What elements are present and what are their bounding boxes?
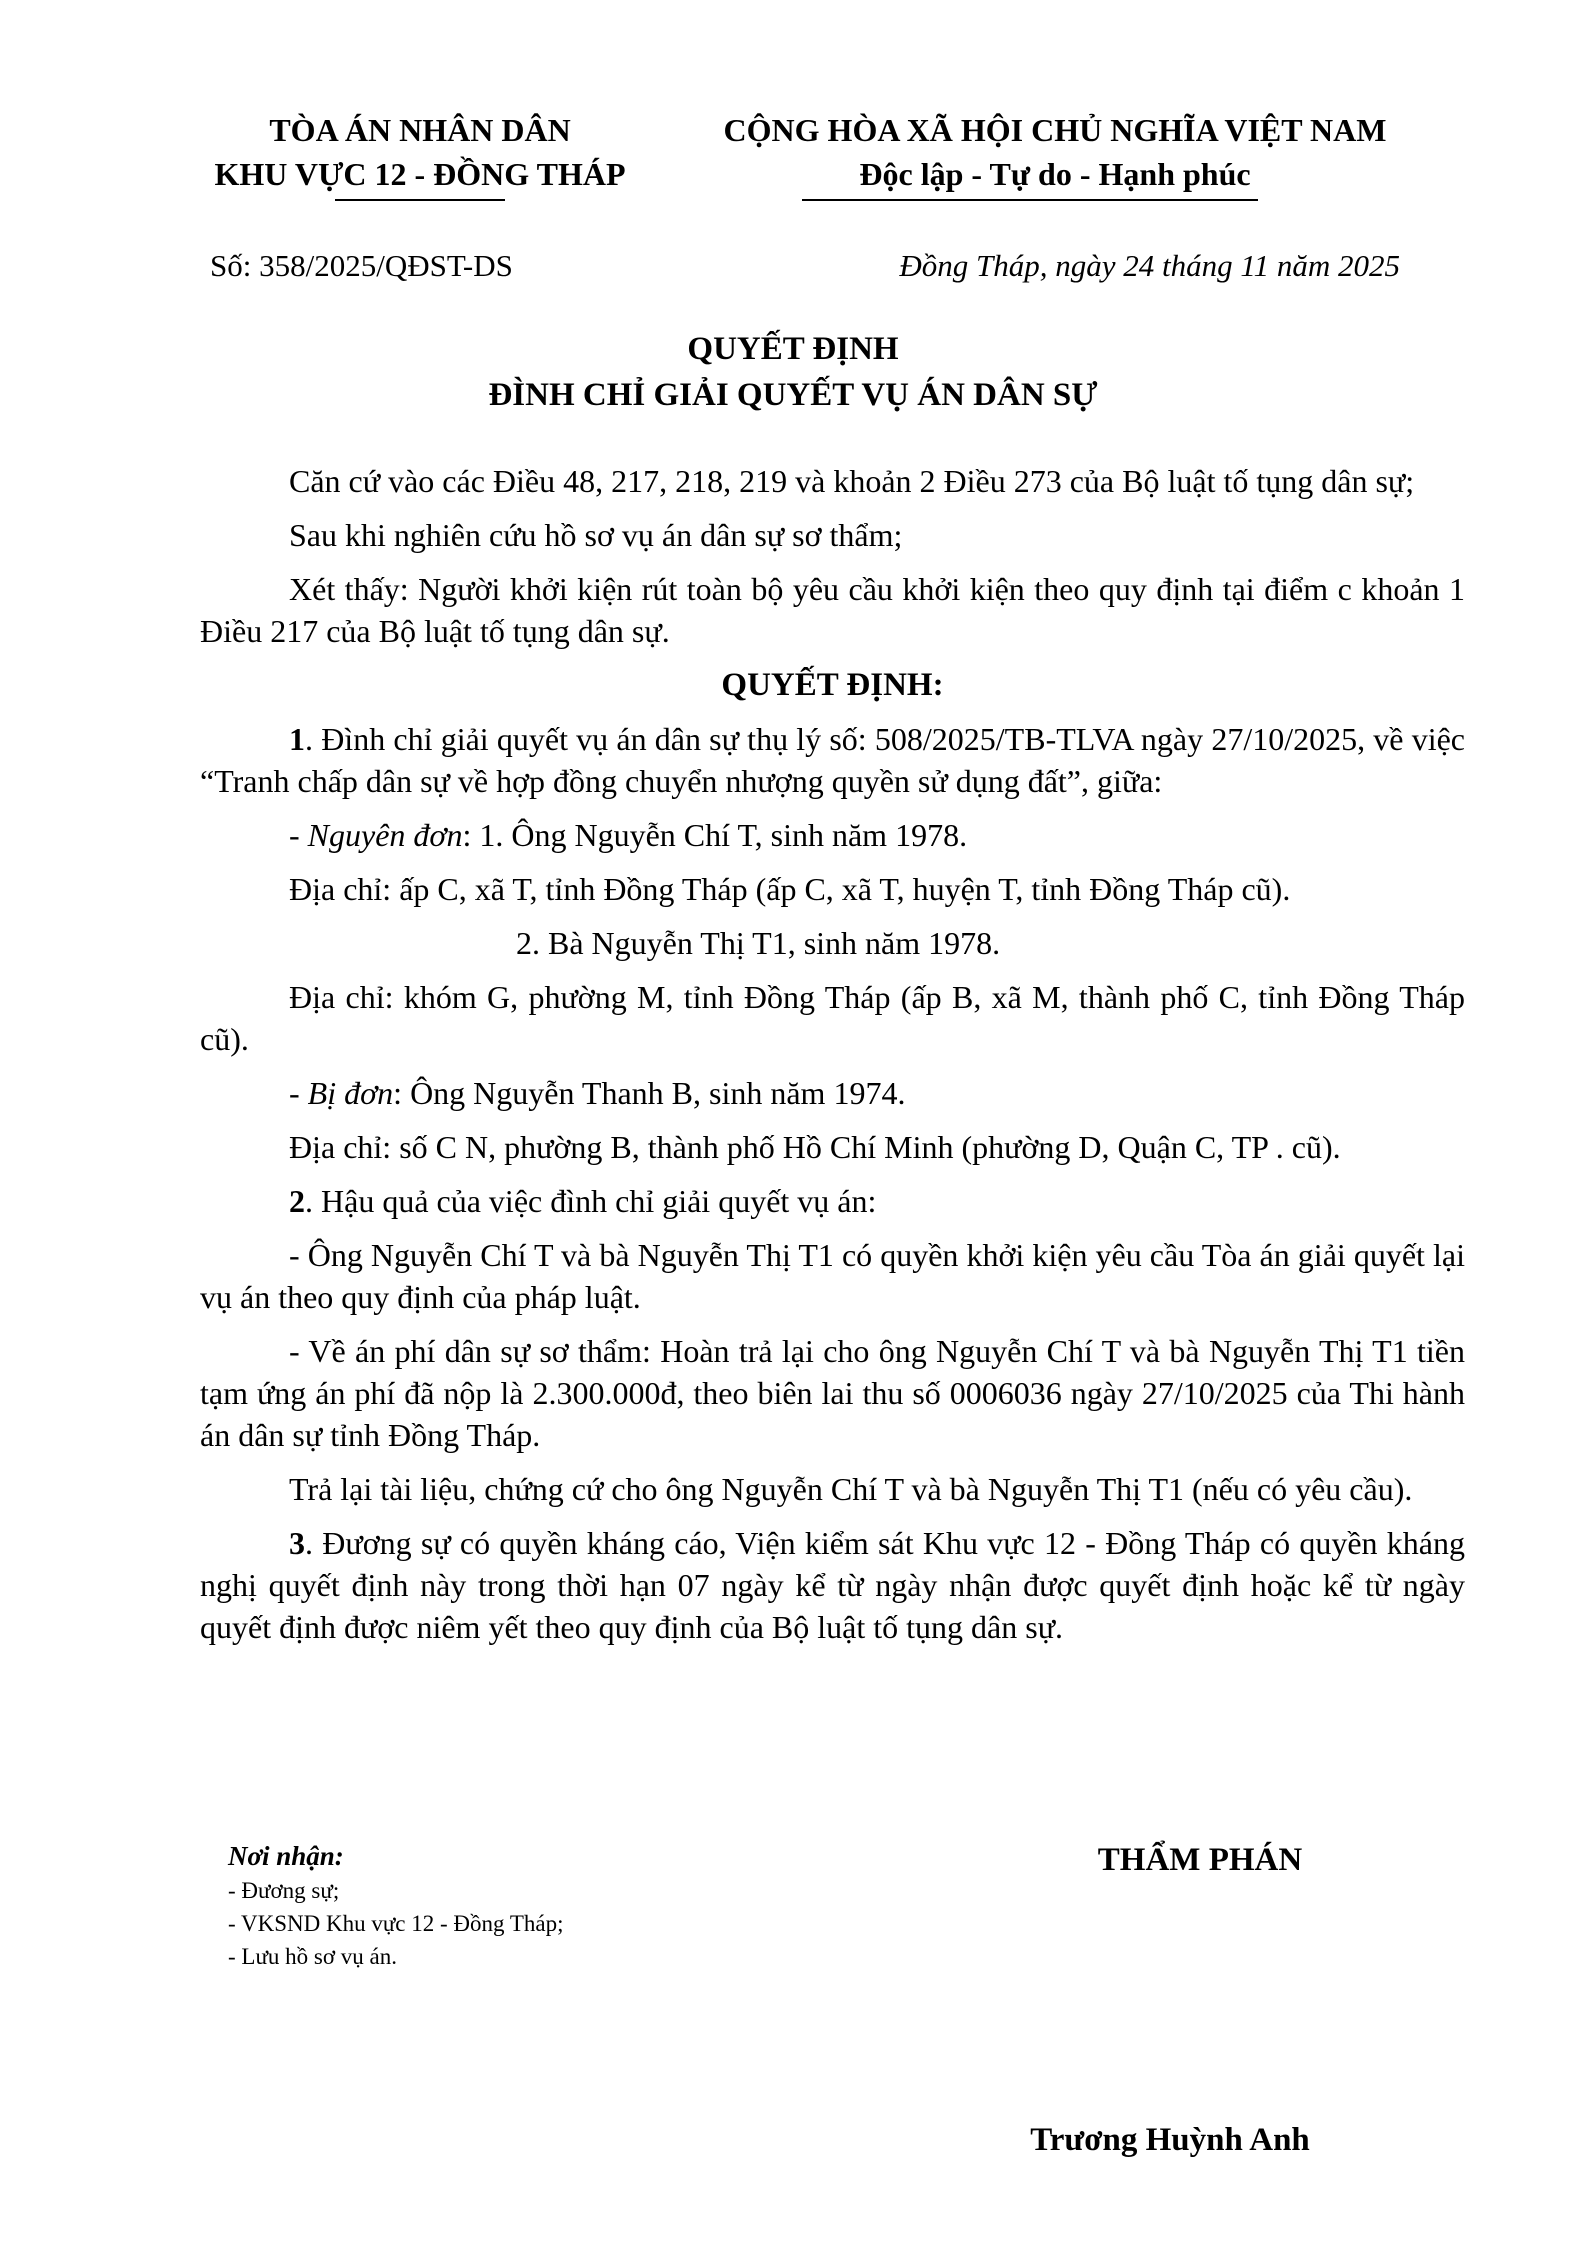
item-1-text: . Đình chỉ giải quyết vụ án dân sự thụ lý số: 508/2025/TB-TLVA ngày 27/10/2025, về việc “Tranh chấp dân sự về hợp đồng chuyển nhượng quyền sử dụng đất”, giữa: xyxy=(200,721,1465,799)
plaintiff xyxy=(200,814,1465,856)
defendant-label: Bị đơn xyxy=(307,1075,394,1111)
decision-heading: QUYẾT ĐỊNH: xyxy=(721,667,944,703)
plaintiff-2-address: Địa chỉ: khóm G, phường M, tỉnh Đồng Tháp (ấp B, xã M, thành phố C, tỉnh Đồng Tháp cũ). xyxy=(200,979,1465,1057)
recipient-item: - Lưu hồ sơ vụ án. xyxy=(228,1944,397,1969)
recipient-item: - VKSND Khu vực 12 - Đồng Tháp; xyxy=(228,1911,564,1936)
decision-number: Số: 358/2025/QĐST-DS xyxy=(210,248,513,283)
defendant-address: Địa chỉ: số C N, phường B, thành phố Hồ Chí Minh (phường D, Quận C, TP . cũ). xyxy=(289,1129,1341,1165)
defendant-prefix: - xyxy=(289,1075,308,1111)
motto-underline xyxy=(802,199,1258,201)
plaintiff-label: Nguyên đơn xyxy=(307,817,463,853)
court-header xyxy=(160,108,680,196)
recipients-heading: Nơi nhận: xyxy=(228,1841,344,1871)
consideration: Xét thấy: Người khởi kiện rút toàn bộ yêu cầu khởi kiện theo quy định tại điểm c khoản 1 Điều 217 của Bộ luật tố tụng dân sự. xyxy=(200,571,1465,649)
plaintiff-1-address: Địa chỉ: ấp C, xã T, tỉnh Đồng Tháp (ấp C, xã T, huyện T, tỉnh Đồng Tháp cũ). xyxy=(289,871,1291,907)
decision-body xyxy=(200,460,1465,1660)
study-note: Sau khi nghiên cứu hồ sơ vụ án dân sự sơ thẩm; xyxy=(289,517,903,553)
document-subtitle: ĐÌNH CHỈ GIẢI QUYẾT VỤ ÁN DÂN SỰ xyxy=(488,377,1098,413)
item-1-number: 1 xyxy=(289,721,305,757)
national-header xyxy=(690,108,1420,196)
place-date: Đồng Tháp, ngày 24 tháng 11 năm 2025 xyxy=(899,248,1400,283)
item-3-number: 3 xyxy=(289,1525,305,1561)
item-2-right-to-sue: - Ông Nguyễn Chí T và bà Nguyễn Thị T1 có quyền khởi kiện yêu cầu Tòa án giải quyết lại vụ án theo quy định của pháp luật. xyxy=(200,1237,1465,1315)
document-title: QUYẾT ĐỊNH xyxy=(687,331,899,367)
court-region: KHU VỰC 12 - ĐỒNG THÁP xyxy=(214,156,626,192)
item-2 xyxy=(200,1180,1465,1222)
plaintiff-2: 2. Bà Nguyễn Thị T1, sinh năm 1978. xyxy=(516,925,1001,961)
signer-name: Trương Huỳnh Anh xyxy=(1030,2122,1310,2158)
defendant-text: : Ông Nguyễn Thanh B, sinh năm 1974. xyxy=(393,1075,906,1111)
item-2-court-fee: - Về án phí dân sự sơ thẩm: Hoàn trả lại cho ông Nguyễn Chí T và bà Nguyễn Thị T1 tiền tạm ứng án phí đã nộp là 2.300.000đ, theo biên lai thu số 0006036 ngày 27/10/2025 của Thi hành án dân sự tỉnh Đồng Tháp. xyxy=(200,1333,1465,1453)
item-2-return-documents: Trả lại tài liệu, chứng cứ cho ông Nguyễn Chí T và bà Nguyễn Thị T1 (nếu có yêu cầu). xyxy=(289,1471,1413,1507)
recipients-block xyxy=(228,1838,564,1973)
national-motto: Độc lập - Tự do - Hạnh phúc xyxy=(859,156,1251,192)
defendant xyxy=(200,1072,1465,1114)
item-3-text: . Đương sự có quyền kháng cáo, Viện kiểm sát Khu vực 12 - Đồng Tháp có quyền kháng nghị quyết định này trong thời hạn 07 ngày kể từ ngày nhận được quyết định hoặc kể từ ngày quyết định được niêm yết theo quy định của Bộ luật tố tụng dân sự. xyxy=(200,1525,1465,1645)
court-name: TÒA ÁN NHÂN DÂN xyxy=(269,112,571,148)
court-header-underline xyxy=(335,199,505,201)
item-2-number: 2 xyxy=(289,1183,305,1219)
item-2-text: . Hậu quả của việc đình chỉ giải quyết vụ án: xyxy=(305,1183,877,1219)
plaintiff-text: : 1. Ông Nguyễn Chí T, sinh năm 1978. xyxy=(462,817,968,853)
item-3 xyxy=(200,1522,1465,1648)
national-title: CỘNG HÒA XÃ HỘI CHỦ NGHĨA VIỆT NAM xyxy=(723,112,1387,148)
item-1 xyxy=(200,718,1465,802)
legal-basis: Căn cứ vào các Điều 48, 217, 218, 219 và khoản 2 Điều 273 của Bộ luật tố tụng dân sự; xyxy=(289,463,1415,499)
recipient-item: - Đương sự; xyxy=(228,1878,340,1903)
signer-role: THẨM PHÁN xyxy=(1097,1842,1303,1878)
plaintiff-prefix: - xyxy=(289,817,308,853)
